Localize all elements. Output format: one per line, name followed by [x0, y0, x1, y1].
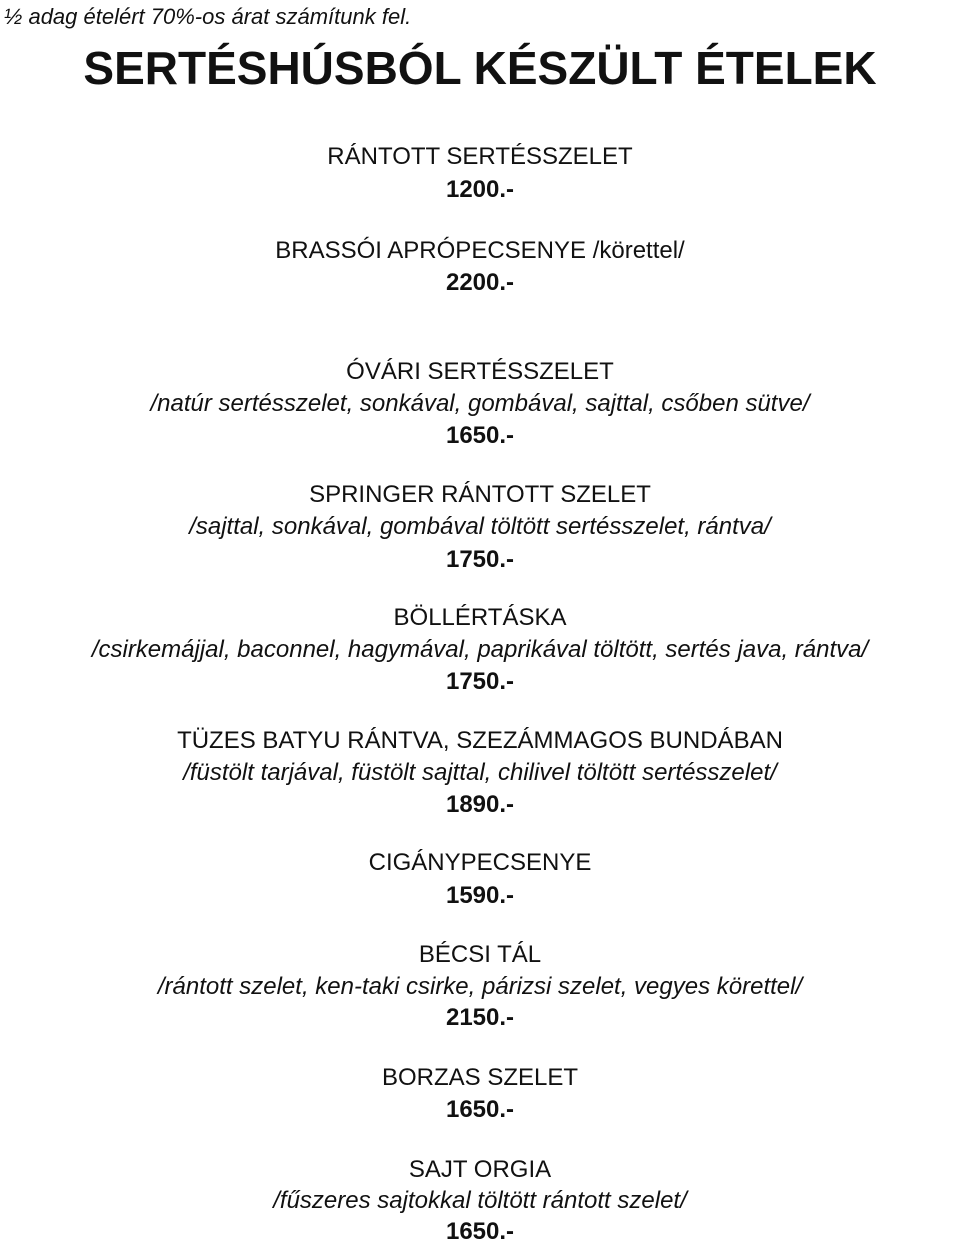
- menu-item-price: 1590.-: [445, 882, 515, 909]
- menu-item-name: BORZAS SZELET: [381, 1064, 579, 1091]
- menu-item-description: /fűszeres sajtokkal töltött rántott szelet/: [273, 1187, 687, 1214]
- menu-item-price: 1200.-: [445, 176, 515, 203]
- menu-item-name: BRASSÓI APRÓPECSENYE /körettel/: [275, 237, 685, 264]
- menu-item-description: /füstölt tarjával, füstölt sajttal, chilivel töltött sertésszelet/: [183, 759, 777, 786]
- menu-item-description: /sajttal, sonkával, gombával töltött sertésszelet, rántva/: [189, 513, 771, 540]
- menu-item-price: 2150.-: [445, 1004, 515, 1031]
- menu-item-description: /natúr sertésszelet, sonkával, gombával, sajttal, csőben sütve/: [150, 390, 810, 417]
- menu-item-description: /csirkemájjal, baconnel, hagymával, paprikával töltött, sertés java, rántva/: [91, 636, 869, 663]
- menu-item-name: BÖLLÉRTÁSKA: [393, 604, 567, 631]
- menu-item-name: BÉCSI TÁL: [418, 941, 542, 968]
- menu-item-price: 1650.-: [445, 1096, 515, 1123]
- menu-item-price: 1750.-: [445, 546, 515, 573]
- menu-item-name: TÜZES BATYU RÁNTVA, SZEZÁMMAGOS BUNDÁBAN: [177, 727, 783, 754]
- menu-item-description: /rántott szelet, ken-taki csirke, párizsi szelet, vegyes körettel/: [157, 973, 803, 1000]
- menu-item-price: 1750.-: [445, 668, 515, 695]
- menu-item-price: 1650.-: [445, 422, 515, 449]
- section-title: SERTÉSHÚSBÓL KÉSZÜLT ÉTELEK: [83, 42, 877, 94]
- half-portion-note: ½ adag ételért 70%-os árat számítunk fel.: [4, 4, 412, 29]
- menu-item-name: RÁNTOTT SERTÉSSZELET: [327, 143, 633, 170]
- menu-item-name: CIGÁNYPECSENYE: [368, 849, 592, 876]
- menu-item-name: SPRINGER RÁNTOTT SZELET: [309, 481, 651, 508]
- menu-item-price: 1890.-: [445, 791, 515, 818]
- menu-item-price: 1650.-: [445, 1218, 515, 1245]
- menu-item-name: ÓVÁRI SERTÉSSZELET: [346, 358, 614, 385]
- menu-item-price: 2200.-: [445, 269, 515, 296]
- menu-item-name: SAJT ORGIA: [408, 1156, 552, 1183]
